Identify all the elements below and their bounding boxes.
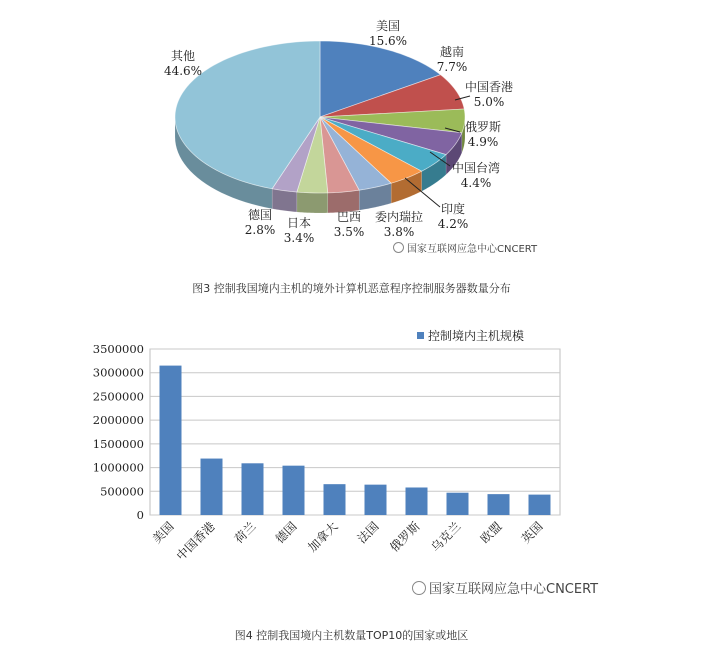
bar-荷兰 — [242, 463, 264, 515]
pie-label-name: 印度 — [440, 202, 466, 216]
bar-y-tick-label: 1500000 — [92, 436, 144, 451]
bar-chart — [93, 328, 560, 563]
pie-chart-caption: 图3 控制我国境内主机的境外计算机恶意程序控制服务器数量分布 — [192, 282, 511, 295]
pie-side-德国 — [272, 189, 297, 212]
bar-watermark — [412, 578, 598, 597]
bar-x-tick-label: 加拿大 — [305, 519, 341, 555]
pie-label-value: 7.7% — [436, 60, 468, 74]
pie-label-value: 3.5% — [333, 225, 365, 239]
bar-英国 — [529, 495, 551, 515]
pie-label-value: 4.4% — [460, 176, 492, 190]
pie-watermark-text: 国家互联网应急中心CNCERT — [407, 244, 538, 255]
bar-加拿大 — [324, 484, 346, 515]
legend-label: 控制境内主机规模 — [428, 329, 525, 343]
bar-x-tick-label: 乌克兰 — [428, 519, 464, 555]
pie-top-faces — [175, 41, 465, 193]
pie-label-value: 4.2% — [437, 217, 469, 231]
pie-watermark — [393, 240, 537, 255]
pie-label-value: 5.0% — [473, 95, 505, 109]
bar-美国 — [160, 366, 182, 515]
pie-label-value: 3.4% — [283, 231, 315, 245]
bar-y-tick-label: 2000000 — [92, 413, 144, 428]
pie-label-name: 中国台湾 — [451, 161, 501, 175]
bar-x-tick-label: 俄罗斯 — [387, 519, 423, 555]
bar-x-tick-label: 德国 — [272, 519, 300, 547]
bar-y-tick-label: 3500000 — [92, 342, 144, 356]
pie-label-name: 其他 — [170, 49, 196, 63]
bar-x-tick-label: 中国香港 — [173, 519, 218, 564]
legend-swatch — [417, 332, 424, 339]
bar-x-tick-label: 欧盟 — [477, 519, 505, 547]
bar-y-tick-label: 2500000 — [92, 389, 144, 404]
wechat-icon — [412, 581, 426, 595]
pie-label-name: 美国 — [375, 19, 401, 33]
pie-label-name: 巴西 — [336, 210, 362, 224]
bar-中国香港 — [201, 459, 223, 515]
pie-label-value: 3.8% — [383, 225, 415, 239]
bar-y-tick-label: 1000000 — [92, 460, 144, 475]
pie-chart — [164, 19, 513, 245]
bar-乌克兰 — [447, 493, 469, 515]
pie-label-name: 越南 — [439, 45, 465, 59]
bar-x-tick-label: 法国 — [354, 519, 382, 547]
pie-label-name: 委内瑞拉 — [374, 210, 424, 224]
pie-label-name: 中国香港 — [464, 80, 514, 94]
bar-x-tick-label: 英国 — [518, 519, 546, 547]
bar-chart-caption: 图4 控制我国境内主机数量TOP10的国家或地区 — [234, 629, 469, 642]
bar-法国 — [365, 485, 387, 515]
pie-label-name: 日本 — [286, 216, 312, 230]
pie-label-value: 2.8% — [244, 223, 276, 237]
pie-label-value: 44.6% — [163, 64, 203, 78]
bar-俄罗斯 — [406, 487, 428, 515]
bar-欧盟 — [488, 494, 510, 515]
wechat-icon — [393, 242, 404, 253]
bar-x-tick-label: 荷兰 — [231, 519, 259, 547]
bar-legend — [417, 328, 524, 343]
bar-y-tick-label: 0 — [136, 508, 144, 522]
pie-label-name: 俄罗斯 — [464, 120, 502, 134]
bar-德国 — [283, 466, 305, 515]
pie-label-name: 德国 — [247, 208, 273, 222]
pie-label-value: 15.6% — [368, 34, 408, 48]
bar-x-tick-labels — [150, 519, 546, 564]
pie-label-value: 4.9% — [467, 135, 499, 149]
bar-watermark-text: 国家互联网应急中心CNCERT — [429, 582, 599, 597]
bar-y-tick-label: 500000 — [100, 484, 144, 499]
bar-x-tick-label: 美国 — [149, 519, 177, 547]
bar-series — [160, 366, 551, 515]
pie-side-日本 — [297, 192, 328, 213]
bar-y-tick-label: 3000000 — [92, 365, 144, 380]
